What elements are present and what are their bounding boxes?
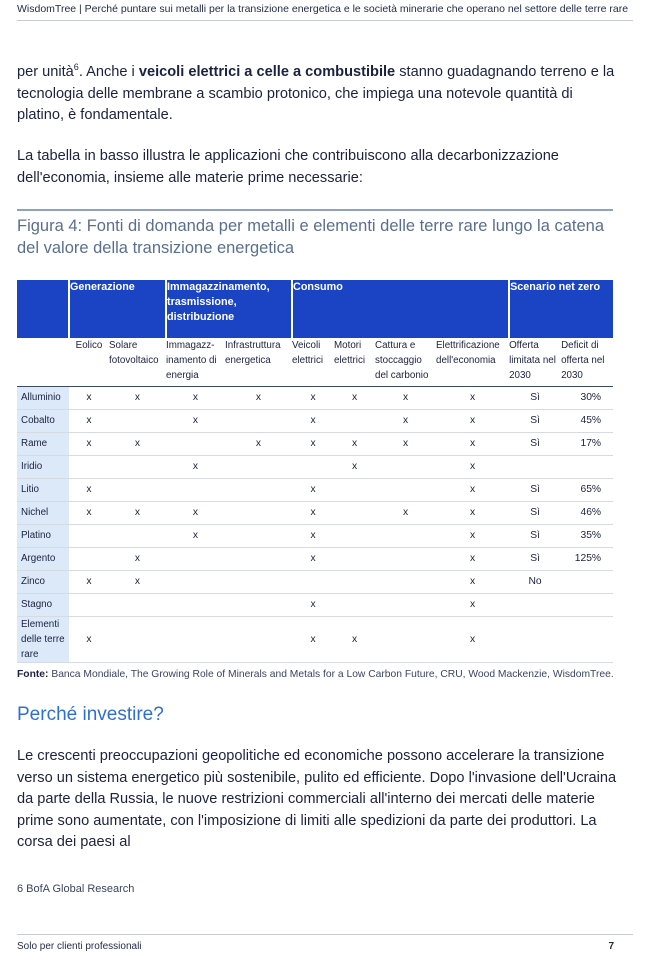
table-cell [225, 593, 292, 616]
table-cell [225, 570, 292, 593]
table-cell: Sì [509, 524, 561, 547]
table-cell [334, 501, 375, 524]
table-cell: x [334, 455, 375, 478]
footer-divider [17, 934, 633, 935]
table-cell: x [225, 432, 292, 455]
table-cell [166, 478, 225, 501]
table-cell: x [109, 547, 166, 570]
table-cell [69, 524, 109, 547]
table-cell [561, 593, 613, 616]
row-label: Stagno [17, 593, 69, 616]
table-cell [334, 409, 375, 432]
table-cell [166, 616, 225, 662]
table-cell: Sì [509, 432, 561, 455]
table-cell [109, 524, 166, 547]
table-cell [69, 593, 109, 616]
table-cell: x [436, 570, 509, 593]
table-cell [225, 455, 292, 478]
table-cell: x [375, 409, 436, 432]
table-cell: x [436, 386, 509, 409]
table-cell: x [166, 409, 225, 432]
table-cell: 46% [561, 501, 613, 524]
table-cell: x [292, 501, 334, 524]
table-cell: x [225, 386, 292, 409]
table-cell [109, 616, 166, 662]
table-cell: x [69, 570, 109, 593]
row-label: Rame [17, 432, 69, 455]
intro-paragraph-2: La tabella in basso illustra le applicazioni che contribuiscono alla decarbonizzazione dell'economia, insieme alle materie prime necessarie: [17, 148, 559, 186]
header-corner [17, 280, 69, 338]
column-header: Solare fotovoltaico [109, 340, 159, 366]
column-header-empty [17, 338, 69, 386]
table-cell [375, 616, 436, 662]
table-cell: Sì [509, 501, 561, 524]
table-cell [375, 478, 436, 501]
column-header: Immagazz- inamento di energia [166, 340, 217, 381]
table-cell [69, 547, 109, 570]
table-row [17, 593, 613, 616]
row-label: Litio [17, 478, 69, 501]
table-cell [109, 593, 166, 616]
table-cell [375, 524, 436, 547]
table-cell: x [166, 524, 225, 547]
table-cell [561, 570, 613, 593]
table-cell: x [166, 455, 225, 478]
table-cell: x [334, 386, 375, 409]
table-cell: x [292, 386, 334, 409]
row-label: Iridio [17, 455, 69, 478]
table-row [17, 455, 613, 478]
group-scenario: Scenario net zero [509, 280, 613, 338]
table-cell: x [69, 616, 109, 662]
table-cell: x [69, 432, 109, 455]
table-row [17, 432, 613, 455]
table-body [17, 386, 613, 662]
row-label: Platino [17, 524, 69, 547]
column-header: Deficit di offerta nel 2030 [561, 340, 605, 381]
intro-bold-term: veicoli elettrici a celle a combustibile [138, 64, 396, 80]
row-label: Cobalto [17, 409, 69, 432]
table-cell [166, 570, 225, 593]
footnote: 6 BofA Global Research [17, 883, 135, 895]
table-cell: x [292, 616, 334, 662]
table-cell [375, 455, 436, 478]
table-cell: x [292, 524, 334, 547]
table-cell: x [334, 432, 375, 455]
header-divider [17, 20, 633, 21]
table-cell: x [436, 478, 509, 501]
table-cell: x [109, 432, 166, 455]
table-cell: x [109, 386, 166, 409]
table-row [17, 570, 613, 593]
table-cell: Sì [509, 386, 561, 409]
table-cell: 65% [561, 478, 613, 501]
table-row [17, 547, 613, 570]
table-cell: x [375, 386, 436, 409]
table-cell [225, 547, 292, 570]
table-cell: 17% [561, 432, 613, 455]
table-cell: x [166, 386, 225, 409]
group-generazione: Generazione [69, 280, 166, 338]
table-cell: 125% [561, 547, 613, 570]
intro-text-c: stanno guadagnando terreno e la tecnologia delle membrane a scambio protonico, che impiega una notevole quantità di platino, è fondamentale. [17, 64, 615, 123]
table-cell [561, 455, 613, 478]
table-cell [334, 593, 375, 616]
table-cell [225, 524, 292, 547]
row-label: Nichel [17, 501, 69, 524]
column-header: Veicoli elettrici [292, 340, 324, 366]
table-cell [509, 616, 561, 662]
table-cell [225, 478, 292, 501]
table-row [17, 478, 613, 501]
table-cell: 45% [561, 409, 613, 432]
table-cell: x [109, 570, 166, 593]
table-cell [109, 455, 166, 478]
column-header: Infrastruttura energetica [225, 340, 281, 366]
table-row [17, 616, 613, 662]
source-label: Fonte: [17, 669, 49, 680]
footnote-ref: 6 [73, 62, 79, 73]
table-cell: x [334, 616, 375, 662]
table-cell [509, 593, 561, 616]
table-cell [225, 616, 292, 662]
table-cell: x [109, 501, 166, 524]
table-cell: 35% [561, 524, 613, 547]
table-row [17, 524, 613, 547]
table-cell [225, 409, 292, 432]
table-cell [561, 616, 613, 662]
page-number: 7 [608, 941, 614, 952]
table-row [17, 386, 613, 409]
row-label: Argento [17, 547, 69, 570]
table-cell: No [509, 570, 561, 593]
table-cell [334, 570, 375, 593]
table-cell [166, 432, 225, 455]
table-cell [109, 478, 166, 501]
table-cell [292, 455, 334, 478]
table-cell [375, 593, 436, 616]
table-cell [334, 478, 375, 501]
table-cell: x [436, 432, 509, 455]
table-cell: x [436, 547, 509, 570]
row-label: Alluminio [17, 386, 69, 409]
table-cell: x [436, 616, 509, 662]
table-cell [375, 570, 436, 593]
table-cell: x [292, 432, 334, 455]
intro-text-a: per unità [17, 64, 74, 80]
table-cell: x [375, 432, 436, 455]
intro-text-b: . Anche i [78, 64, 139, 80]
running-header: WisdomTree | Perché puntare sui metalli per la transizione energetica e le società minerarie che operano nel settore delle terre rare [17, 3, 629, 15]
demand-table [17, 280, 613, 663]
group-immagazzinamento: Immagazzinamento, trasmissione, distribuzione [166, 280, 292, 338]
table-cell [166, 593, 225, 616]
table-cell: x [375, 501, 436, 524]
group-header-row [17, 280, 613, 338]
table-cell [375, 547, 436, 570]
table-cell: x [436, 593, 509, 616]
table-cell: x [292, 409, 334, 432]
table-cell [509, 455, 561, 478]
table-cell: x [292, 593, 334, 616]
table-cell [292, 570, 334, 593]
table-cell: Sì [509, 547, 561, 570]
row-label: Zinco [17, 570, 69, 593]
table-cell: x [436, 524, 509, 547]
source-text: Banca Mondiale, The Growing Role of Minerals and Metals for a Low Carbon Future, CRU, Wood Mackenzie, WisdomTree. [48, 669, 614, 680]
row-label: Elementi delle terre rare [17, 616, 69, 662]
source-note [17, 669, 614, 680]
section-title: Perché investire? [17, 704, 164, 725]
table-cell: Sì [509, 478, 561, 501]
table-cell: x [69, 409, 109, 432]
group-consumo: Consumo [292, 280, 509, 338]
table-cell: x [292, 478, 334, 501]
intro-paragraph-1 [17, 62, 617, 127]
column-header: Cattura e stoccaggio del carbonio [375, 340, 429, 381]
table-cell: x [292, 547, 334, 570]
column-header: Eolico [75, 340, 103, 351]
column-header: Offerta limitata nel 2030 [509, 340, 556, 381]
table-cell [334, 547, 375, 570]
figure-title: Figura 4: Fonti di domanda per metalli e elementi delle terre rare lungo la catena del valore della transizione energetica [17, 217, 604, 257]
column-header: Motori elettrici [334, 340, 366, 366]
column-header-row [17, 338, 613, 386]
table-cell: x [69, 478, 109, 501]
figure-divider [17, 209, 613, 211]
table-cell: x [69, 501, 109, 524]
table-cell: x [69, 386, 109, 409]
section-body: Le crescenti preoccupazioni geopolitiche ed economiche possono accelerare la transizione verso un sistema energetico più sostenibile, pulito ed efficiente. Dopo l'invasione dell'Ucraina da parte della Russia, le nuove restrizioni commerciali all'interno dei mercati delle materie prime sono aumentate, con l'imposizione di limiti alle spedizioni da parte dei produttori. La corsa dei paesi al [17, 748, 617, 850]
footer-disclaimer: Solo per clienti professionali [17, 941, 142, 952]
table-cell: x [436, 501, 509, 524]
table-cell: x [436, 455, 509, 478]
table-cell [225, 501, 292, 524]
table-row [17, 501, 613, 524]
table-cell: x [436, 409, 509, 432]
table-cell: Sì [509, 409, 561, 432]
table-cell [334, 524, 375, 547]
table-cell [166, 547, 225, 570]
table-row [17, 409, 613, 432]
table-cell: 30% [561, 386, 613, 409]
table-cell: x [166, 501, 225, 524]
table-cell [109, 409, 166, 432]
column-header: Elettrificazione dell'economia [436, 340, 500, 366]
table-cell [69, 455, 109, 478]
